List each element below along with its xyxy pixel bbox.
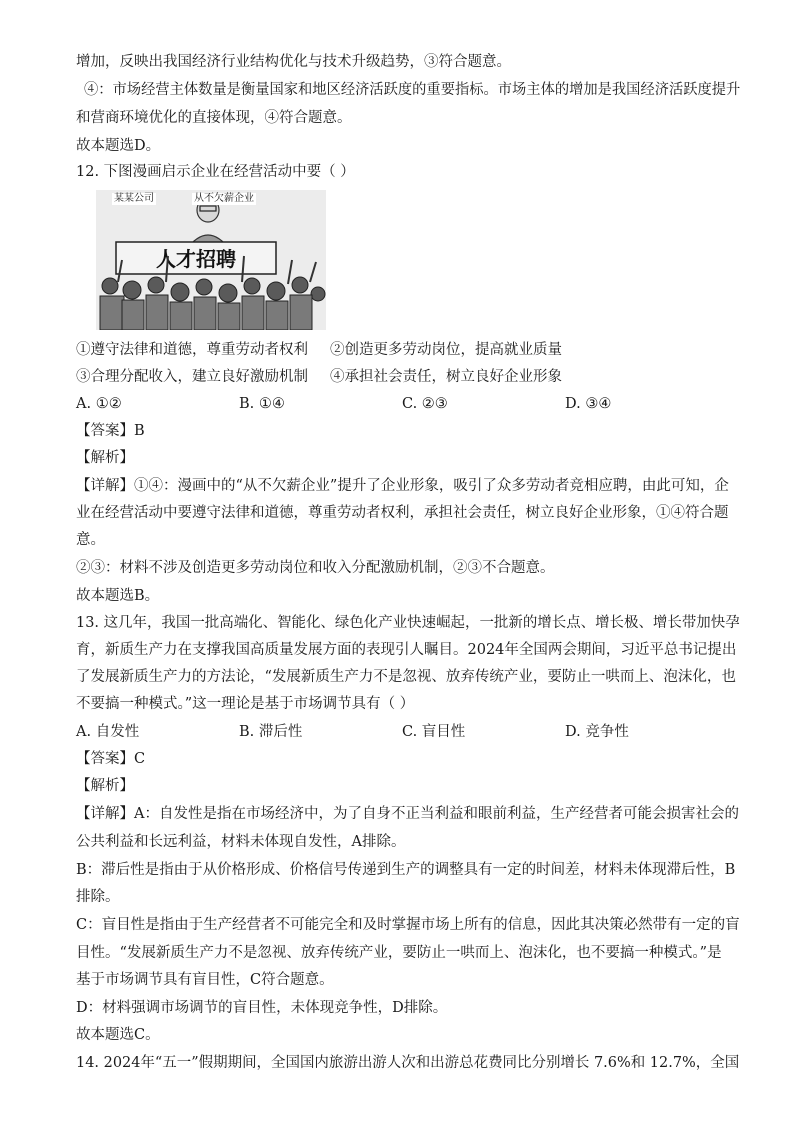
detail-line: 业在经营活动中要遵守法律和道德，尊重劳动者权利，承担社会责任，树立良好企业形象，①④符合题 (76, 505, 729, 521)
text-line: ④：市场经营主体数量是衡量国家和地区经济活跃度的重要指标。市场主体的增加是我国经济活跃度提升 (84, 82, 741, 98)
statement-2: ②创造更多劳动岗位，提高就业质量 (330, 342, 562, 358)
detail-line: C：盲目性是指由于生产经营者不可能完全和及时掌握市场上所有的信息，因此其决策必然带有一定的盲 (76, 917, 740, 933)
option-b: B. ①④ (239, 396, 285, 412)
statement-3: ③合理分配收入，建立良好激励机制 (76, 369, 308, 385)
question-13-stem: 了发展新质生产力的方法论，“发展新质生产力不是忽视、放弃传统产业，要防止一哄而上、泡沫化，也 (76, 669, 736, 685)
option-a: A. ①② (76, 396, 122, 412)
question-13-stem: 不要搞一种模式。”这一理论是基于市场调节具有（ ） (76, 696, 415, 712)
recruitment-cartoon (96, 190, 326, 330)
option-a: A. 自发性 (76, 724, 140, 740)
detail-line: 目性。“发展新质生产力不是忽视、放弃传统产业，要防止一哄而上、泡沫化，也不要搞一种模式。”是 (76, 945, 722, 961)
cartoon-sign-company: 某某公司 (114, 193, 154, 204)
detail-line: 意。 (76, 532, 105, 548)
answer-line: 【答案】C (76, 751, 146, 767)
question-12-stem: 12. 下图漫画启示企业在经营活动中要（ ） (76, 164, 355, 180)
question-13-stem: 13. 这几年，我国一批高端化、智能化、绿色化产业快速崛起，一批新的增长点、增长极、增长带加快孕 (76, 615, 740, 631)
statement-4: ④承担社会责任，树立良好企业形象 (330, 369, 562, 385)
detail-line: 基于市场调节具有盲目性，C符合题意。 (76, 972, 334, 988)
conclusion-line: 故本题选B。 (76, 588, 160, 604)
cartoon-banner: 人才招聘 (156, 247, 236, 271)
text-line: 和营商环境优化的直接体现，④符合题意。 (76, 110, 352, 126)
question-13-stem: 育，新质生产力在支撑我国高质量发展方面的表现引人瞩目。2024年全国两会期间，习近平总书记提出 (76, 642, 737, 658)
detail-line: ②③：材料不涉及创造更多劳动岗位和收入分配激励机制，②③不合题意。 (76, 560, 555, 576)
analysis-heading: 【解析】 (76, 450, 134, 466)
text-line: 故本题选D。 (76, 138, 161, 154)
statement-1: ①遵守法律和道德，尊重劳动者权利 (76, 342, 308, 358)
detail-line: 【详解】A：自发性是指在市场经济中，为了自身不正当利益和眼前利益，生产经营者可能会损害社会的 (76, 806, 739, 822)
detail-line: 公共利益和长远利益，材料未体现自发性，A排除。 (76, 834, 406, 850)
option-b: B. 滞后性 (239, 724, 303, 740)
answer-line: 【答案】B (76, 423, 145, 439)
option-c: C. ②③ (402, 396, 448, 412)
question-14-stem: 14. 2024年“五一”假期期间，全国国内旅游出游人次和出游总花费同比分别增长 7.6%和 12.7%，全国 (76, 1055, 740, 1071)
cartoon-sign-slogan: 从不欠薪企业 (194, 193, 254, 204)
option-c: C. 盲目性 (402, 724, 466, 740)
detail-line: D：材料强调市场调节的盲目性，未体现竞争性，D排除。 (76, 1000, 448, 1016)
detail-line: 【详解】①④：漫画中的“从不欠薪企业”提升了企业形象，吸引了众多劳动者竞相应聘，由此可知，企 (76, 478, 729, 494)
detail-line: B：滞后性是指由于从价格形成、价格信号传递到生产的调整具有一定的时间差，材料未体现滞后性，B (76, 862, 736, 878)
conclusion-line: 故本题选C。 (76, 1027, 160, 1043)
detail-line: 排除。 (76, 889, 120, 905)
option-d: D. 竞争性 (565, 724, 629, 740)
analysis-heading: 【解析】 (76, 778, 134, 794)
option-d: D. ③④ (565, 396, 612, 412)
text-line: 增加，反映出我国经济行业结构优化与技术升级趋势，③符合题意。 (76, 54, 511, 70)
